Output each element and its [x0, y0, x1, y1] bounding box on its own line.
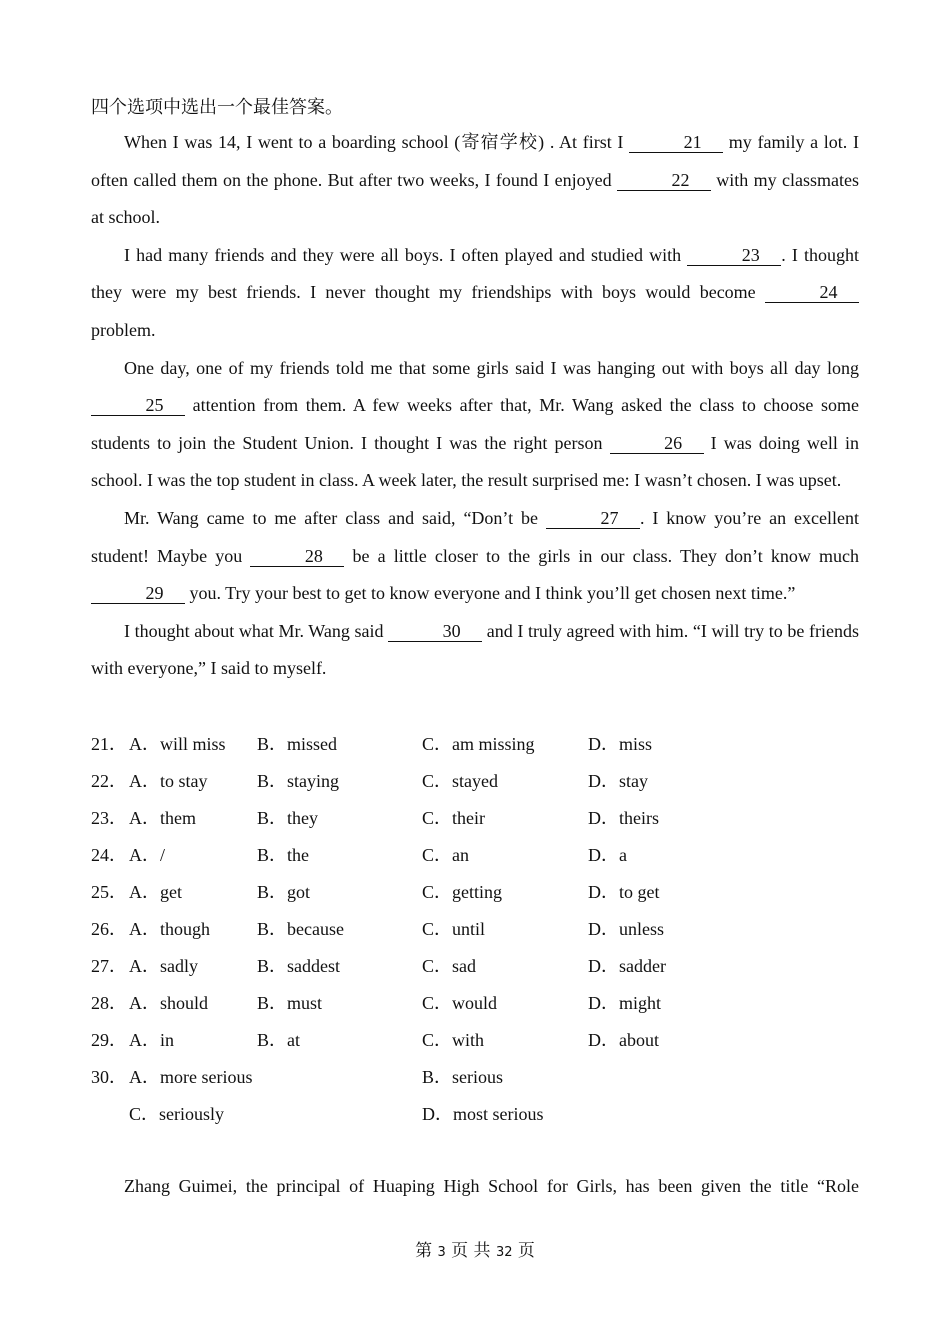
section-instruction: 四个选项中选出一个最佳答案。: [91, 97, 343, 117]
paragraph-3: One day, one of my friends told me that some girls said I was hanging out with boys all day long 25 attention from them. A few weeks after that, Mr. Wang asked the class to choose some students to join the Student Union. I thought I was the right person 26 I was doing well in school. I was the top student in class. A week later, the result surprised me: I wasn’t chosen. I was upset.: [91, 357, 859, 491]
option-d: D．theirs: [588, 808, 659, 828]
blank-24: 24: [765, 282, 859, 303]
blank-29: 29: [91, 583, 185, 604]
blank-27: 27: [546, 508, 640, 529]
option-b: B．the: [257, 845, 309, 865]
answer-options: [91, 726, 871, 1133]
option-c: C．seriously: [129, 1104, 225, 1124]
option-a: A．will miss: [129, 734, 226, 754]
question-30-row-2: [91, 1096, 871, 1133]
option-a: A．them: [129, 808, 196, 828]
option-d: D．sadder: [588, 956, 666, 976]
option-b: B．missed: [257, 734, 338, 754]
question-24: 24． A．/ B．the C．an D．a: [91, 837, 871, 874]
question-25: 25． A．get B．got C．getting D．to get: [91, 874, 871, 911]
option-a: A．in: [129, 1030, 174, 1050]
option-b: B．got: [257, 882, 311, 902]
blank-28: 28: [250, 546, 344, 567]
question-28: 28． A．should B．must C．would D．might: [91, 985, 871, 1022]
option-c: C．would: [422, 993, 498, 1013]
option-a: A．sadly: [129, 956, 198, 976]
paragraph-4: Mr. Wang came to me after class and said, “Don’t be 27 . I know you’re an excellent student! Maybe you 28 be a little closer to the girls in our class. They don’t know much 29 you. Try your best to get to know everyone and I think you’ll get chosen next time.”: [91, 507, 859, 604]
option-c: C．am missing: [422, 734, 535, 754]
blank-30: 30: [388, 621, 482, 642]
total-pages: 32: [495, 1245, 513, 1260]
blank-26: 26: [610, 433, 704, 454]
option-d: D．miss: [588, 734, 653, 754]
option-c: C．sad: [422, 956, 476, 976]
option-d: D．about: [588, 1030, 659, 1050]
option-d: D．unless: [588, 919, 664, 939]
option-d: D．to get: [588, 882, 660, 902]
question-29: 29． A．in B．at C．with D．about: [91, 1022, 871, 1059]
option-c: C．with: [422, 1030, 485, 1050]
option-b: B．staying: [257, 771, 340, 791]
option-d: D．might: [588, 993, 662, 1013]
paragraph-5: I thought about what Mr. Wang said 30 and I truly agreed with him. “I will try to be friends with everyone,” I said to myself.: [91, 620, 859, 679]
option-b: B．must: [257, 993, 323, 1013]
option-a: A．get: [129, 882, 182, 902]
option-b: B．because: [257, 919, 344, 939]
option-d: D．most serious: [422, 1104, 544, 1124]
option-b: B．saddest: [257, 956, 340, 976]
blank-22: 22: [617, 170, 711, 191]
blank-21: 21: [629, 132, 723, 153]
question-21: 21． A．will miss B．missed C．am missing D．miss: [91, 726, 871, 763]
cloze-passage: [91, 124, 859, 688]
paragraph-1: When I was 14, I went to a boarding school (寄宿学校) . At first I 21 my family a lot. I often called them on the phone. But after two weeks, I found I enjoyed 22 with my classmates at school.: [91, 132, 860, 228]
blank-25: 25: [91, 395, 185, 416]
option-a: A．to stay: [129, 771, 208, 791]
page-number: 3: [437, 1245, 446, 1260]
question-30: 30． A．more serious B．serious: [91, 1059, 871, 1096]
option-d: D．a: [588, 845, 627, 865]
option-c: C．an: [422, 845, 469, 865]
question-27: 27． A．sadly B．saddest C．sad D．sadder: [91, 948, 871, 985]
option-a: A．more serious: [129, 1067, 253, 1087]
page-footer: 第 3 页 共 32 页: [415, 1241, 535, 1261]
option-b: B．at: [257, 1030, 300, 1050]
option-d: D．stay: [588, 771, 648, 791]
option-b: B．they: [257, 808, 318, 828]
option-a: A．/: [129, 845, 165, 865]
next-passage-start: Zhang Guimei, the principal of Huaping High School for Girls, has been given the title “Role: [124, 1176, 859, 1196]
option-c: C．their: [422, 808, 485, 828]
option-b: B．serious: [422, 1067, 503, 1087]
question-22: 22． A．to stay B．staying C．stayed D．stay: [91, 763, 871, 800]
paragraph-2: I had many friends and they were all boys. I often played and studied with 23 . I thought they were my best friends. I never thought my friendships with boys would become 24 problem.: [91, 244, 859, 340]
option-a: A．should: [129, 993, 209, 1013]
blank-23: 23: [687, 245, 781, 266]
question-23: 23． A．them B．they C．their D．theirs: [91, 800, 871, 837]
option-c: C．until: [422, 919, 486, 939]
option-c: C．getting: [422, 882, 502, 902]
question-26: 26． A．though B．because C．until D．unless: [91, 911, 871, 948]
option-c: C．stayed: [422, 771, 498, 791]
option-a: A．though: [129, 919, 210, 939]
